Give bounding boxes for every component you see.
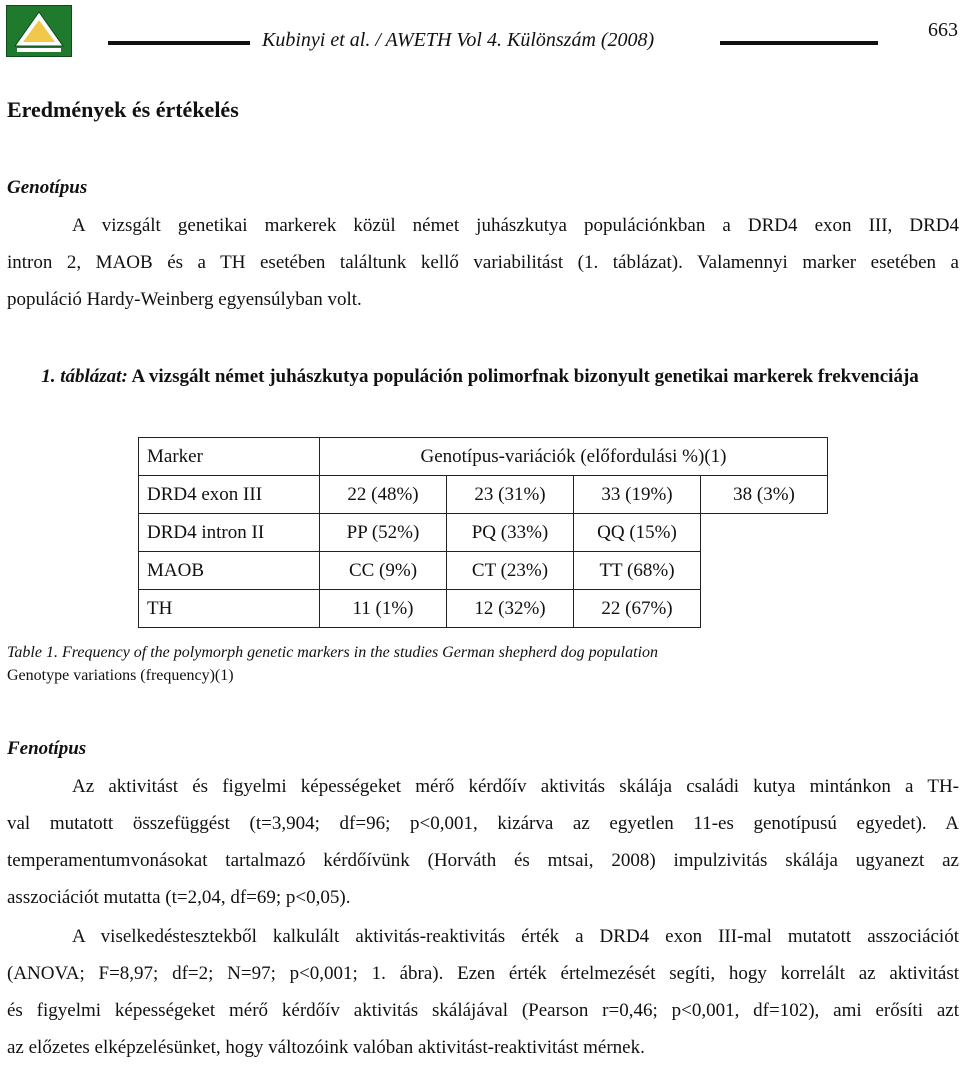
row-value: CT (23%)	[447, 552, 574, 590]
row-value: PQ (33%)	[447, 514, 574, 552]
row-value: QQ (15%)	[574, 514, 701, 552]
table-caption-label: 1. táblázat:	[41, 366, 128, 387]
logo-emblem-icon	[7, 6, 71, 56]
phenotype-p2-line-1: A viselkedéstesztekből kalkulált aktivitás-reaktivitás érték a DRD4 exon III-mal mutatott asszociációt	[72, 926, 959, 947]
english-header-text: Genotype variations (frequency)(1)	[7, 667, 234, 684]
marker-frequency-table	[138, 437, 828, 628]
header-variations: Genotípus-variációk (előfordulási %)(1)	[320, 438, 828, 476]
row-marker: MAOB	[139, 552, 320, 590]
table-caption	[40, 364, 920, 390]
journal-line: Kubinyi et al. / AWETH Vol 4. Különszám (2008)	[262, 29, 655, 51]
phenotype-p1-line-2: val mutatott összefüggést (t=3,904; df=96; p<0,001, kizárva az egyetlen 11-es genotípusú egyedet). A	[7, 813, 959, 834]
row-marker: TH	[139, 590, 320, 628]
phenotype-p1-line-3: temperamentumvonásokat tartalmazó kérdőívünk (Horváth és mtsai, 2008) impulzivitás skálája ugyanezt az	[7, 850, 959, 871]
table-header-row	[139, 438, 828, 476]
table-row	[139, 590, 828, 628]
row-value	[701, 514, 828, 552]
row-value: 11 (1%)	[320, 590, 447, 628]
genotype-line-2: intron 2, MAOB és a TH esetében találtunk kellő variabilitást (1. táblázat). Valamennyi marker esetében a	[7, 252, 959, 273]
phenotype-p1-line-1: Az aktivitást és figyelmi képességeket mérő kérdőív aktivitás skálája családi kutya mintánkon a TH-	[72, 776, 959, 797]
table-caption-text: A vizsgált német juhászkutya populáción polimorfnak bizonyult genetikai markerek frekvenciája	[131, 366, 919, 387]
row-value: 38 (3%)	[701, 476, 828, 514]
phenotype-p1-line-4: asszociációt mutatta (t=2,04, df=69; p<0,05).	[7, 887, 351, 908]
row-value: TT (68%)	[574, 552, 701, 590]
header-rule-left	[108, 41, 250, 45]
genotype-heading: Genotípus	[7, 177, 88, 198]
row-value	[701, 590, 828, 628]
phenotype-p2-line-3: és figyelmi képességeket mérő kérdőív aktivitás skálájával (Pearson r=0,46; p<0,001, df=102), ami erősíti azt	[7, 1000, 959, 1021]
page-header	[0, 0, 960, 60]
page-number: 663	[928, 19, 958, 41]
row-value: 22 (48%)	[320, 476, 447, 514]
phenotype-p2-line-2: (ANOVA; F=8,97; df=2; N=97; p<0,001; 1. ábra). Ezen érték értelmezését segíti, hogy korrelált az aktivitást	[7, 963, 959, 984]
english-table-caption	[7, 641, 658, 687]
phenotype-heading: Fenotípus	[7, 738, 87, 759]
genotype-line-1: A vizsgált genetikai markerek közül német juhászkutya populációnkban a DRD4 exon III, DRD4	[72, 215, 959, 236]
header-marker: Marker	[139, 438, 320, 476]
row-marker: DRD4 intron II	[139, 514, 320, 552]
row-value: 33 (19%)	[574, 476, 701, 514]
table-row	[139, 514, 828, 552]
row-marker: DRD4 exon III	[139, 476, 320, 514]
header-rule-right	[720, 41, 878, 45]
phenotype-p2-line-4: az előzetes elképzelésünket, hogy változóink valóban aktivitást-reaktivitást mérnek.	[7, 1037, 645, 1058]
table-row	[139, 476, 828, 514]
row-value: 12 (32%)	[447, 590, 574, 628]
row-value: 22 (67%)	[574, 590, 701, 628]
genotype-paragraph	[7, 207, 959, 318]
genotype-line-3: populáció Hardy-Weinberg egyensúlyban volt.	[7, 289, 362, 310]
row-value	[701, 552, 828, 590]
section-title: Eredmények és értékelés	[7, 97, 239, 122]
phenotype-paragraph-2	[7, 918, 959, 1066]
phenotype-paragraph-1	[7, 768, 959, 916]
english-caption-text: Table 1. Frequency of the polymorph genetic markers in the studies German shepherd dog population	[7, 644, 659, 661]
journal-logo	[6, 5, 72, 57]
row-value: CC (9%)	[320, 552, 447, 590]
row-value: 23 (31%)	[447, 476, 574, 514]
row-value: PP (52%)	[320, 514, 447, 552]
table-row	[139, 552, 828, 590]
